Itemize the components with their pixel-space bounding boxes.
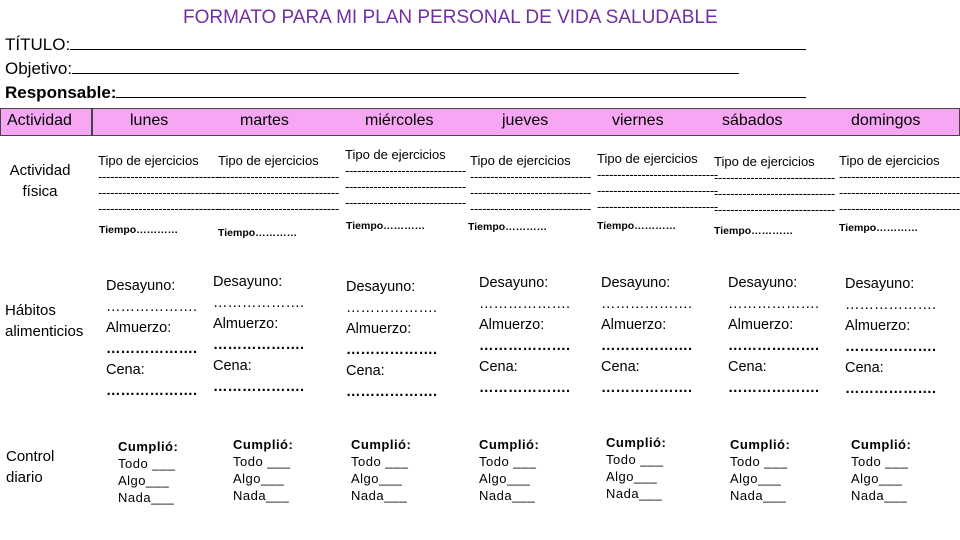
cena-field[interactable]: ………………. [601,380,693,396]
objetivo-line [5,59,739,79]
titulo-line [5,35,806,55]
desayuno-label: Desayuno: [346,279,416,295]
meals-cell-lunes [106,276,197,402]
exercise-line[interactable]: ------------------------------ [839,185,960,200]
check-nada[interactable]: Nada___ [730,488,787,503]
day-header-sabados: sábados [722,112,783,129]
exercise-line[interactable]: ------------------------------ [470,201,591,216]
almuerzo-field[interactable]: ………………. [479,338,571,354]
desayuno-label: Desayuno: [845,276,915,292]
time-field-martes[interactable]: Tiempo………… [218,227,298,239]
desayuno-label: Desayuno: [479,275,549,291]
check-algo[interactable]: Algo___ [730,471,782,486]
day-header-martes: martes [240,112,289,129]
almuerzo-label: Almuerzo: [601,317,667,333]
exercise-line[interactable]: ------------------------------ [839,169,960,184]
exercise-line[interactable]: ------------------------------ [98,201,219,216]
time-field-lunes[interactable]: Tiempo………… [99,224,179,236]
exercise-line[interactable]: ------------------------------ [714,170,835,185]
check-cell-jueves [479,436,539,504]
exercise-line[interactable]: ------------------------------ [470,185,591,200]
time-field-domingos[interactable]: Tiempo………… [839,222,919,234]
exercise-line[interactable]: ------------------------------ [218,169,339,184]
check-cell-sabados [730,436,790,504]
almuerzo-field[interactable]: ………………. [728,338,820,354]
check-algo[interactable]: Algo___ [351,471,403,486]
exercise-cell-martes [218,153,339,217]
meals-cell-jueves [479,273,570,399]
row-label-habitos: Hábitos alimenticios [5,302,84,340]
cena-label: Cena: [479,359,518,375]
almuerzo-label: Almuerzo: [728,317,794,333]
exercise-cell-miercoles [345,147,466,211]
cena-field[interactable]: ………………. [728,380,820,396]
check-nada[interactable]: Nada___ [233,488,290,503]
cumplio-label: Cumplió: [851,437,912,452]
time-field-viernes[interactable]: Tiempo………… [597,220,677,232]
desayuno-field[interactable]: ………………. [106,299,198,315]
check-algo[interactable]: Algo___ [479,471,531,486]
check-algo[interactable]: Algo___ [606,469,658,484]
check-todo[interactable]: Todo ___ [851,454,909,469]
day-header-jueves: jueves [502,112,549,129]
check-todo[interactable]: Todo ___ [233,454,291,469]
almuerzo-label: Almuerzo: [106,320,172,336]
almuerzo-field[interactable]: ………………. [845,339,937,355]
row-label-control: Control diario [6,448,55,486]
exercise-type-label: Tipo de ejercicios [714,154,815,169]
exercise-line[interactable]: ------------------------------ [597,167,718,182]
exercise-cell-sabados [714,154,835,218]
time-field-miercoles[interactable]: Tiempo………… [346,220,426,232]
desayuno-field[interactable]: ………………. [346,300,438,316]
meals-cell-sabados [728,273,819,399]
almuerzo-label: Almuerzo: [845,318,911,334]
check-cell-miercoles [351,436,411,504]
exercise-type-label: Tipo de ejercicios [218,153,319,168]
header-activity-label: Actividad [7,112,72,129]
check-nada[interactable]: Nada___ [351,488,408,503]
titulo-label: TÍTULO: [5,35,71,54]
exercise-line[interactable]: ------------------------------ [98,169,219,184]
check-cell-lunes [118,438,178,506]
cena-field[interactable]: ………………. [479,380,571,396]
exercise-line[interactable]: ------------------------------ [345,195,466,210]
check-nada[interactable]: Nada___ [479,488,536,503]
check-todo[interactable]: Todo ___ [606,452,664,467]
cumplio-label: Cumplió: [233,437,294,452]
almuerzo-field[interactable]: ………………. [106,341,198,357]
exercise-cell-viernes [597,151,718,215]
desayuno-label: Desayuno: [213,274,283,290]
almuerzo-label: Almuerzo: [479,317,545,333]
check-nada[interactable]: Nada___ [606,486,663,501]
check-cell-viernes [606,434,666,502]
exercise-type-label: Tipo de ejercicios [597,151,698,166]
exercise-cell-domingos [839,153,960,217]
cena-label: Cena: [728,359,767,375]
cumplio-label: Cumplió: [351,437,412,452]
responsable-label: Responsable: [5,83,117,102]
almuerzo-field[interactable]: ………………. [346,342,438,358]
cena-label: Cena: [601,359,640,375]
day-header-domingos: domingos [851,112,921,129]
cena-field[interactable]: ………………. [346,384,438,400]
exercise-line[interactable]: ------------------------------ [714,202,835,217]
desayuno-field[interactable]: ………………. [728,296,820,312]
page-title: FORMATO PARA MI PLAN PERSONAL DE VIDA SALUDABLE [183,7,718,28]
responsable-line [5,83,806,103]
check-todo[interactable]: Todo ___ [730,454,788,469]
meals-cell-martes [213,272,304,398]
cena-field[interactable]: ………………. [845,381,937,397]
meals-cell-viernes [601,273,692,399]
exercise-line[interactable]: ------------------------------ [218,185,339,200]
exercise-line[interactable]: ------------------------------ [714,186,835,201]
exercise-line[interactable]: ------------------------------ [597,183,718,198]
check-cell-domingos [851,436,911,504]
cumplio-label: Cumplió: [479,437,540,452]
desayuno-label: Desayuno: [106,278,176,294]
check-algo[interactable]: Algo___ [118,473,170,488]
objetivo-label: Objetivo: [5,59,73,78]
day-header-miercoles: miércoles [365,112,434,129]
time-field-sabados[interactable]: Tiempo………… [714,225,794,237]
exercise-cell-lunes [98,153,219,217]
responsable-field[interactable] [116,97,806,98]
row-label-actividad-fisica: Actividad física [9,162,71,200]
check-algo[interactable]: Algo___ [851,471,903,486]
time-field-jueves[interactable]: Tiempo………… [468,221,548,233]
exercise-line[interactable]: ------------------------------ [470,169,591,184]
desayuno-field[interactable]: ………………. [601,296,693,312]
cumplio-label: Cumplió: [730,437,791,452]
desayuno-label: Desayuno: [728,275,798,291]
almuerzo-label: Almuerzo: [346,321,412,337]
check-algo[interactable]: Algo___ [233,471,285,486]
desayuno-label: Desayuno: [601,275,671,291]
day-header-lunes: lunes [130,112,169,129]
meals-cell-miercoles [346,277,437,403]
cena-field[interactable]: ………………. [106,383,198,399]
check-todo[interactable]: Todo ___ [479,454,537,469]
exercise-type-label: Tipo de ejercicios [839,153,940,168]
day-header-viernes: viernes [612,112,664,129]
exercise-line[interactable]: ------------------------------ [345,163,466,178]
desayuno-field[interactable]: ………………. [845,297,937,313]
objetivo-field[interactable] [72,73,739,74]
cumplio-label: Cumplió: [118,439,179,454]
cena-field[interactable]: ………………. [213,379,305,395]
desayuno-field[interactable]: ………………. [479,296,571,312]
cumplio-label: Cumplió: [606,435,667,450]
check-nada[interactable]: Nada___ [851,488,908,503]
check-todo[interactable]: Todo ___ [118,456,176,471]
almuerzo-label: Almuerzo: [213,316,279,332]
exercise-type-label: Tipo de ejercicios [98,153,199,168]
exercise-line[interactable]: ------------------------------ [597,199,718,214]
cena-label: Cena: [106,362,145,378]
check-todo[interactable]: Todo ___ [351,454,409,469]
exercise-line[interactable]: ------------------------------ [98,185,219,200]
exercise-cell-jueves [470,153,591,217]
cena-label: Cena: [845,360,884,376]
desayuno-field[interactable]: ………………. [213,295,305,311]
exercise-line[interactable]: ------------------------------ [218,201,339,216]
cena-label: Cena: [346,363,385,379]
almuerzo-field[interactable]: ………………. [601,338,693,354]
meals-cell-domingos [845,274,936,400]
exercise-type-label: Tipo de ejercicios [470,153,571,168]
check-nada[interactable]: Nada___ [118,490,175,505]
titulo-field[interactable] [70,49,806,50]
exercise-line[interactable]: ------------------------------ [345,179,466,194]
almuerzo-field[interactable]: ………………. [213,337,305,353]
check-cell-martes [233,436,293,504]
exercise-line[interactable]: ------------------------------ [839,201,960,216]
exercise-type-label: Tipo de ejercicios [345,147,446,162]
cena-label: Cena: [213,358,252,374]
